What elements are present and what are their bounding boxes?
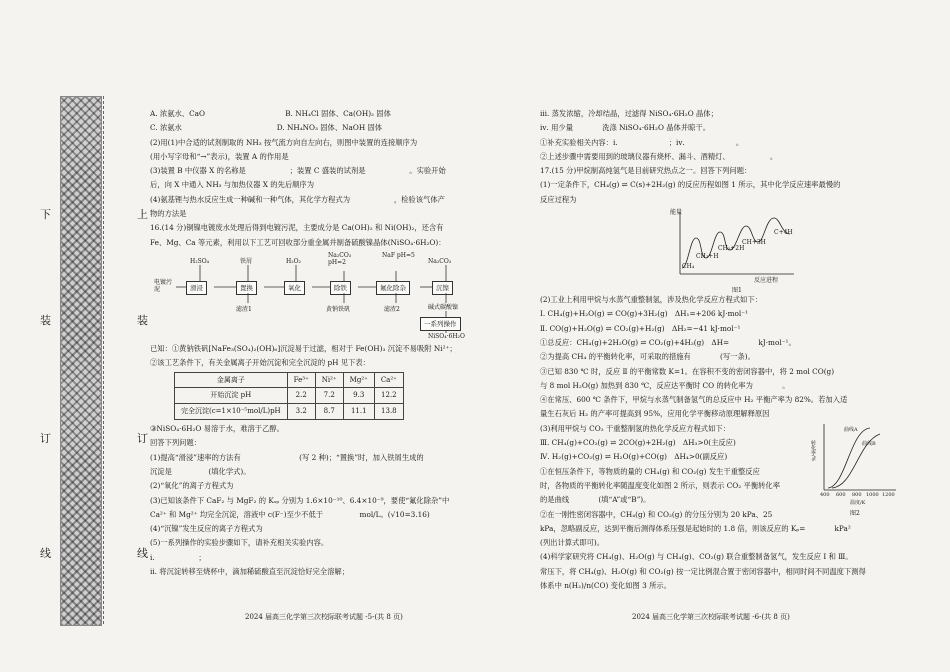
text-line: ②在一刚性密闭容器中，CH₄(g) 和 CO₂(g) 的分压分别为 20 kPa、25	[540, 509, 773, 519]
binding-dashed-line	[103, 96, 104, 624]
table-cell: 金属离子	[175, 372, 288, 388]
flow-reagent: H₂O₂	[286, 257, 301, 265]
fig2-curve-a: 曲线A	[844, 427, 858, 433]
text-line: Ⅳ. H₂(g)+CO₂(g) ⇌ H₂O(g)+CO(g) ΔH₄>0(副反应)	[540, 452, 728, 462]
text-line: ②为提高 CH₄ 的平衡转化率，可采取的措施有 (写一条)。	[540, 352, 755, 362]
table-cell: Fe³⁺	[287, 372, 315, 388]
fig2-tick: 1000	[866, 492, 879, 498]
text-line: Fe、Mg、Ca 等元素，利用以下工艺可回收部分重金属并制备硫酸镍晶体(NiSO₄·6H₂O)：	[150, 237, 446, 247]
text-line: (4)“沉镍”发生反应的离子方程式为	[150, 524, 263, 534]
binding-label: 下	[40, 208, 51, 221]
fig1-species: CH₂+2H	[718, 245, 745, 253]
fig1-ylabel: 能量	[670, 209, 683, 217]
text-line: 常压下，将 CH₄(g)、H₂O(g) 和 CO₂(g) 按一定比例混合置于密闭容器中，相同时间不同温度下测得	[540, 566, 866, 576]
text-line: (1)提高“滑浸”速率的方法有 (写 2 种)；“置换”时，加入铁屑生成的	[150, 452, 424, 462]
text-line: Ca²⁺ 和 Mg²⁺ 均完全沉淀，溶液中 c(F⁻)至少不低于 mol/L。(√10=3.16)	[150, 509, 430, 519]
fig2-curve-b: 曲线B	[862, 441, 876, 447]
text-line: 的是曲线 (填“A”或“B”)。	[540, 495, 651, 505]
text-line: (1)一定条件下，CH₄(g) ⇌ C(s)+2H₂(g) 的反应历程如图 1 所示，其中化学反应速率最慢的	[540, 180, 841, 190]
binding-label: 订	[137, 432, 148, 445]
flow-residue: 黄钠铁矾	[326, 305, 351, 313]
text-line: Ⅰ. CH₄(g)+H₂O(g) ⇌ CO(g)+3H₂(g) ΔH₁=+206 kJ·mol⁻¹	[540, 309, 749, 319]
ph-table	[174, 372, 404, 421]
table-row	[175, 404, 404, 420]
table-cell: 7.2	[315, 388, 343, 404]
text-line: 体系中 n(H₂)/n(CO) 变化如图 3 所示。	[540, 581, 671, 591]
fig2-tick: 600	[836, 492, 846, 498]
flow-step: 氧化	[284, 281, 305, 295]
flow-residue: 滤渣1	[236, 305, 252, 313]
text-line: 物的方法是	[150, 209, 187, 219]
text-line: ⅲ. 蒸发浓缩，冷却结晶，过滤得 NiSO₄·6H₂O 晶体；	[540, 109, 718, 118]
flow-reagent: H₂SO₄	[190, 257, 210, 265]
text-line: ⅳ. 用少量 洗涤 NiSO₄·6H₂O 晶体并晾干。	[540, 123, 711, 133]
binding-label: 线	[40, 547, 51, 560]
text-line: 沉淀是 (填化学式)。	[150, 466, 251, 476]
figure-2	[810, 420, 900, 520]
fig1-species: C+4H	[774, 229, 793, 237]
text-line: Ⅱ. CO(g)+H₂O(g) ⇌ CO₂(g)+H₂(g) ΔH₂=−41 kJ·mol⁻¹	[540, 323, 741, 333]
binding-label: 上	[137, 208, 148, 221]
text-line: (3)装置 B 中仪器 X 的名称是 ；装置 C 盛装的试剂是 。实验开始	[150, 166, 446, 176]
text-line: (2)用(1)中合适的试剂制取的 NH₃ 按气流方向自左向右，则图中装置的连接顺序为	[150, 137, 418, 147]
binding-label: 订	[40, 432, 51, 445]
text-line: (2)工业上利用甲烷与水蒸气重整制氢，涉及热化学反应方程式如下：	[540, 295, 762, 305]
table-cell: Ca²⁺	[374, 372, 403, 388]
fig1-species: CH₃+H	[696, 253, 719, 261]
table-cell: Ni²⁺	[315, 372, 343, 388]
fig2-tick: 800	[852, 492, 862, 498]
text-line: 时，各物质的平衡转化率随温度变化如图 2 所示，则表示 CO₂ 平衡转化率	[540, 480, 781, 490]
fig2-caption: 图2	[850, 510, 860, 517]
fig2-xlabel: 温度/K	[850, 500, 866, 506]
text-line: ④在常压、600 ℃ 条件下，甲烷与水蒸气制备氢气的总反应中 H₂ 平衡产率为 82%。若加入适	[540, 395, 848, 405]
flow-step: 沉镍	[432, 281, 453, 295]
text-line: (列出计算式即可)。	[540, 538, 605, 548]
text-line: Ⅲ. CH₄(g)+CO₂(g) ⇌ 2CO(g)+2H₂(g) ΔH₃>0(主反应)	[540, 438, 736, 448]
text-line: ③已知 830 ℃ 时，反应 Ⅱ 的平衡常数 K=1。在容积不变的密闭容器中，将 2 mol CO(g)	[540, 366, 835, 376]
right-column	[540, 108, 910, 594]
text-line: 回答下列问题：	[150, 438, 202, 448]
text-line: ②上述步骤中需要用到的玻璃仪器有烧杯、漏斗、酒精灯、 。	[540, 151, 778, 161]
table-cell: Mg²⁺	[343, 372, 374, 388]
table-cell: 12.2	[374, 388, 403, 404]
flow-reagent: Na₂CO₃	[428, 257, 452, 265]
left-column	[150, 108, 530, 580]
text-line: (3)利用甲烷与 CO₂ 干重整制氢的热化学反应方程式如下：	[540, 423, 730, 433]
flow-step: 氟化除杂	[376, 281, 410, 295]
figure-1	[670, 208, 800, 294]
page-footer-right: 2024 届高三化学第三次校际联考试题 -6-(共 8 页)	[632, 613, 790, 621]
text-line: (4)氨基锂与热水反应生成一种碱和一种气体，其化学方程式为 ，检验该气体产	[150, 194, 445, 204]
flow-step: 滑浸	[186, 281, 207, 295]
flow-residue: 滤渣2	[384, 305, 400, 313]
text-line: 后，向 X 中通入 NH₃ 与加热仪器 X 的先后顺序为	[150, 180, 315, 190]
binding-strip	[60, 96, 102, 626]
text-line: 16.(14 分)铜镍电镀废水处理后得到电镀污泥，主要成分是 Ca(OH)₂ 和 Ni(OH)₂，还含有	[150, 223, 444, 233]
binding-label: 装	[137, 314, 148, 327]
table-cell: 9.3	[343, 388, 374, 404]
text-line: (2)“氧化”的离子方程式为	[150, 481, 234, 491]
fig1-caption: 图1	[732, 287, 742, 295]
fig1-xlabel: 反应进程	[754, 277, 779, 285]
flow-product: NiSO₄·6H₂O	[428, 332, 465, 340]
table-header-row	[175, 372, 404, 388]
text-line: C. 浓氨水 D. NH₄NO₃ 固体、NaOH 固体	[150, 123, 383, 133]
text-line: 反应过程为	[540, 194, 577, 204]
text-line: ①在恒压条件下，等物质的量的 CH₄(g) 和 CO₂(g) 发生干重整反应	[540, 466, 760, 476]
text-line: A. 浓氨水、CaO B. NH₄Cl 固体、Ca(OH)₂ 固体	[150, 109, 391, 118]
fig1-species: CH₄	[682, 263, 695, 271]
text-line: ⅱ. 将沉淀转移至烧杯中，滴加稀硫酸直至沉淀恰好完全溶解；	[150, 567, 350, 577]
text-line: ③NiSO₄·6H₂O 易溶于水，难溶于乙醇。	[150, 424, 284, 434]
table-cell: 2.2	[287, 388, 315, 404]
flow-series-op: 一系列操作	[420, 317, 461, 331]
flow-arrows	[150, 251, 530, 339]
text-line: (5)一系列操作的实验步骤如下，请补充相关实验内容。	[150, 538, 329, 548]
text-line: kPa，忽略副反应，达到平衡后测得体系压强是起始时的 1.8 倍，则该反应的 Kₚ= kPa²	[540, 523, 851, 533]
text-line: ⅰ. ；	[150, 552, 206, 562]
table-cell: 11.1	[343, 404, 374, 420]
text-line: 量生石灰后 H₂ 的产率可提高到 95%，应用化学平衡移动原理解释原因	[540, 409, 770, 419]
text-line: 与 8 mol H₂O(g) 加热到 830 ℃，反应达平衡时 CO 的转化率为 。	[540, 380, 790, 390]
text-line: ①补充实验相关内容：ⅰ. ；ⅳ. 。	[540, 137, 744, 147]
fig2-tick: 400	[820, 492, 830, 498]
fig1-species: CH+3H	[742, 239, 766, 247]
table-cell: 13.8	[374, 404, 403, 420]
text-line: ②该工艺条件下，有关金属离子开始沉淀和完全沉淀的 pH 见下表：	[150, 358, 370, 368]
flow-reagent: Na₂CO₃ pH=2	[328, 251, 352, 266]
fig2-ylabel: 转化率/%	[810, 440, 816, 462]
text-line: (用小写字母和“→”表示)，装置 A 的作用是	[150, 151, 289, 161]
table-cell: 完全沉淀(c=1×10⁻⁵mol/L)pH	[175, 404, 288, 420]
flow-reagent: NaF pH=5	[382, 251, 415, 259]
table-cell: 开始沉淀 pH	[175, 388, 288, 404]
flow-residue: 碱式碳酸镍	[428, 303, 459, 311]
text-line: 已知：①黄钠铁矾[NaFe₃(SO₄)₂(OH)₆]沉淀易于过滤，相对于 Fe(OH)₃ 沉淀不易吸附 Ni²⁺；	[150, 343, 457, 353]
text-line: ①总反应：CH₄(g)+2H₂O(g) ⇌ CO₂(g)+4H₂(g) ΔH= kJ·mol⁻¹。	[540, 337, 796, 347]
binding-label: 装	[40, 314, 51, 327]
table-cell: 8.7	[315, 404, 343, 420]
flow-step: 除铁	[330, 281, 351, 295]
text-line: (4)科学家研究将 CH₄(g)、H₂O(g) 与 CH₄(g)、CO₂(g) 联合重整制备氢气，发生反应 Ⅰ 和 Ⅲ。	[540, 552, 853, 562]
binding-label: 线	[137, 547, 148, 560]
fig2-tick: 1200	[882, 492, 895, 498]
text-line: 17.(15 分)甲烷制高纯氢气是目前研究热点之一。回答下列问题：	[540, 166, 752, 176]
flow-reagent: 铁屑	[240, 257, 253, 265]
text-line: (3)已知该条件下 CaF₂ 与 MgF₂ 的 Kₛₚ 分别为 1.6×10⁻¹⁰、6.4×10⁻⁹，要使“氟化除杂”中	[150, 495, 450, 505]
table-row	[175, 388, 404, 404]
table-cell: 3.2	[287, 404, 315, 420]
flow-start: 电镀污泥	[154, 278, 173, 294]
flow-step: 置换	[236, 281, 257, 295]
process-flow-diagram	[150, 251, 530, 339]
page-footer-left: 2024 届高三化学第三次校际联考试题 -5-(共 8 页)	[245, 613, 403, 621]
